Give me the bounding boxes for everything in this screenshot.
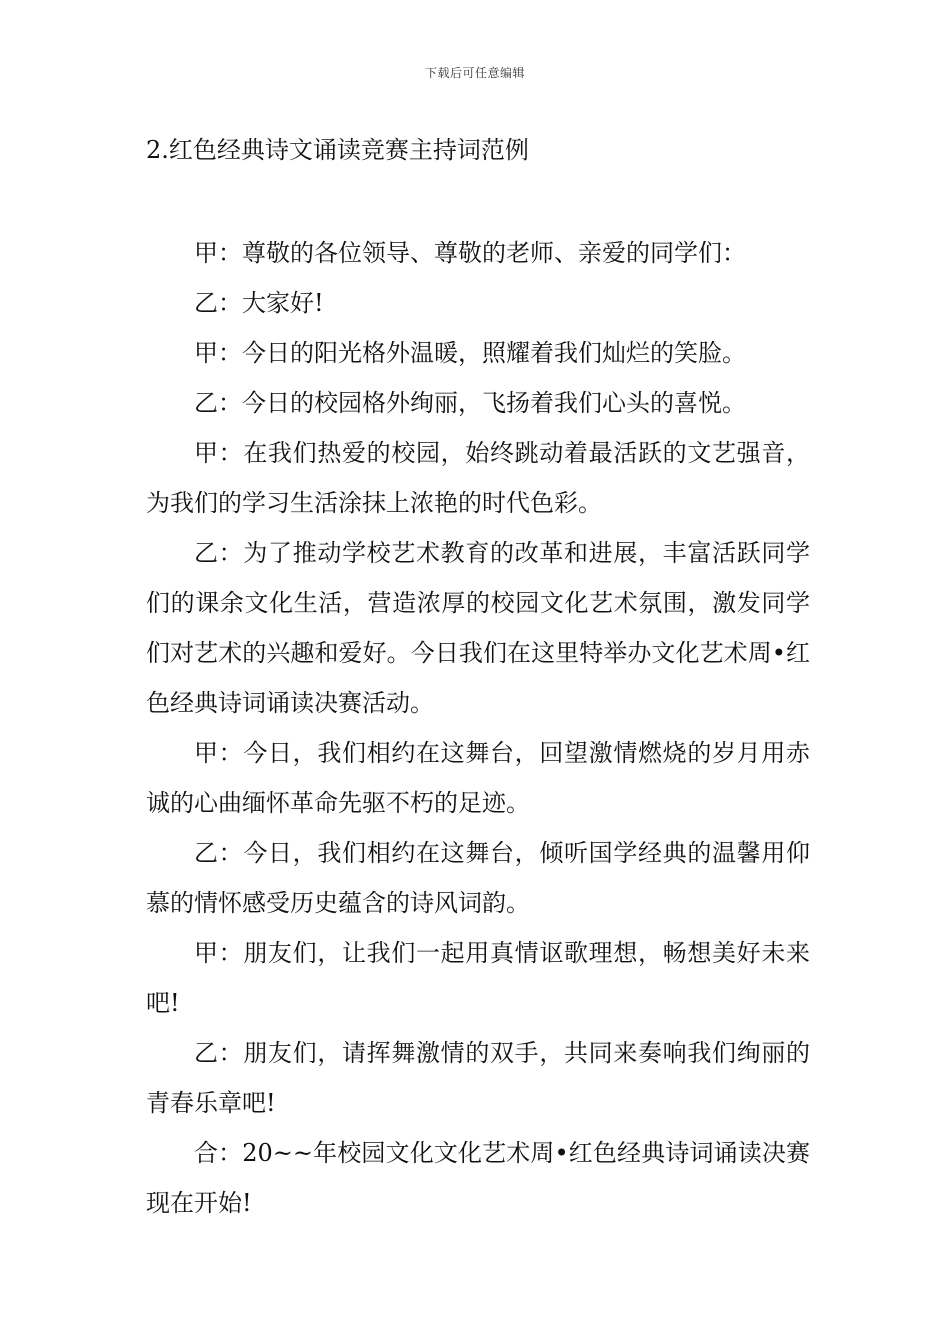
paragraph: 甲：尊敬的各位领导、尊敬的老师、亲爱的同学们： — [194, 239, 746, 267]
paragraph: 乙：为了推动学校艺术教育的改革和进展，丰富活跃同学们的课余文化生活，营造浓厚的校园文化艺术氛围，激发同学们对艺术的兴趣和爱好。今日我们在这里特举办文化艺术周•红色经典诗词诵读决赛活动。 — [146, 539, 810, 717]
paragraph: 甲：今日的阳光格外温暖，照耀着我们灿烂的笑脸。 — [194, 339, 746, 367]
paragraph: 甲：今日，我们相约在这舞台，回望激情燃烧的岁月用赤诚的心曲缅怀革命先驱不朽的足迹。 — [146, 739, 810, 817]
paragraph: 乙：今日的校园格外绚丽，飞扬着我们心头的喜悦。 — [194, 389, 746, 417]
paragraph: 乙：大家好! — [194, 289, 324, 317]
paragraph: 合：20~~年校园文化文化艺术周•红色经典诗词诵读决赛现在开始! — [146, 1139, 810, 1217]
paragraph: 甲：朋友们，让我们一起用真情讴歌理想，畅想美好未来吧! — [146, 939, 810, 1017]
paragraph: 甲：在我们热爱的校园，始终跳动着最活跃的文艺强音，为我们的学习生活涂抹上浓艳的时代色彩。 — [146, 439, 810, 517]
document-body — [146, 228, 810, 1228]
paragraph: 乙：朋友们，请挥舞激情的双手，共同来奏响我们绚丽的青春乐章吧! — [146, 1039, 810, 1117]
document-title: 2.红色经典诗文诵读竞赛主持词范例 — [146, 136, 529, 164]
header-note: 下载后可任意编辑 — [424, 66, 525, 80]
paragraph: 乙：今日，我们相约在这舞台，倾听国学经典的温馨用仰慕的情怀感受历史蕴含的诗风词韵。 — [146, 839, 810, 917]
